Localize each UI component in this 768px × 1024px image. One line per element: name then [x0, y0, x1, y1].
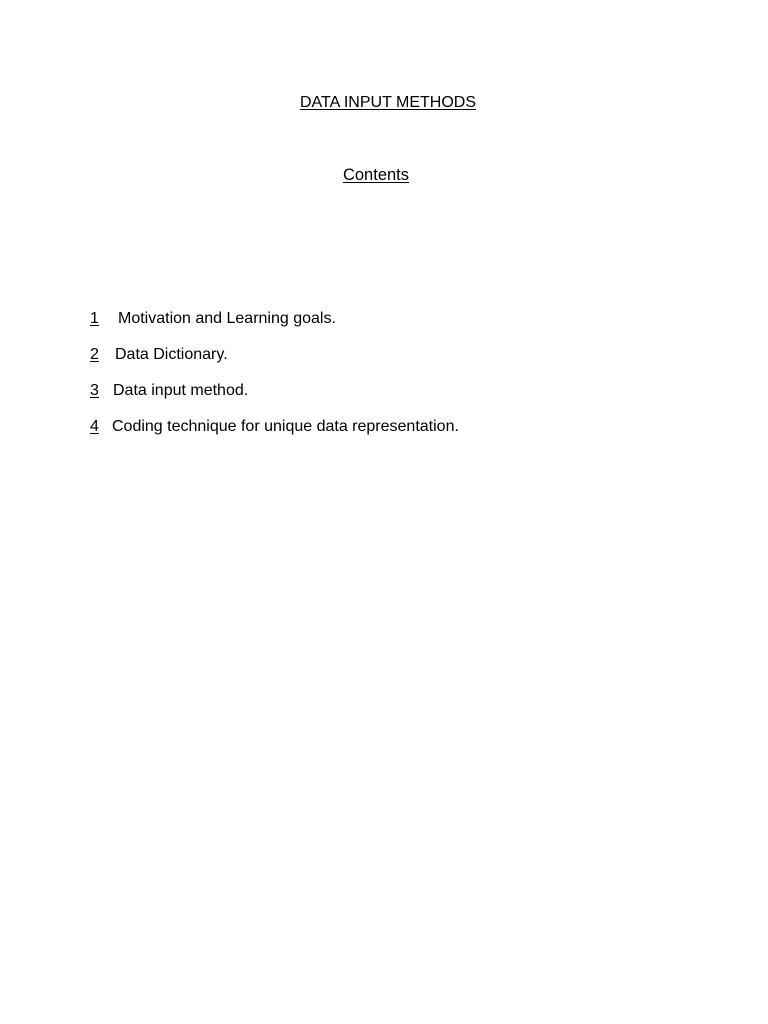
toc-item-number: 1: [90, 310, 99, 327]
toc-item-text: Motivation and Learning goals.: [118, 310, 336, 327]
toc-item-number: 4: [90, 418, 99, 435]
toc-item-text: Data Dictionary.: [115, 346, 228, 363]
contents-heading: Contents: [342, 166, 410, 184]
toc-item-text: Coding technique for unique data representation.: [112, 418, 459, 435]
toc-item-number: 2: [90, 346, 99, 363]
toc-item-number: 3: [90, 382, 99, 399]
toc-item-text: Data input method.: [113, 382, 249, 399]
document-title: DATA INPUT METHODS: [299, 94, 476, 111]
